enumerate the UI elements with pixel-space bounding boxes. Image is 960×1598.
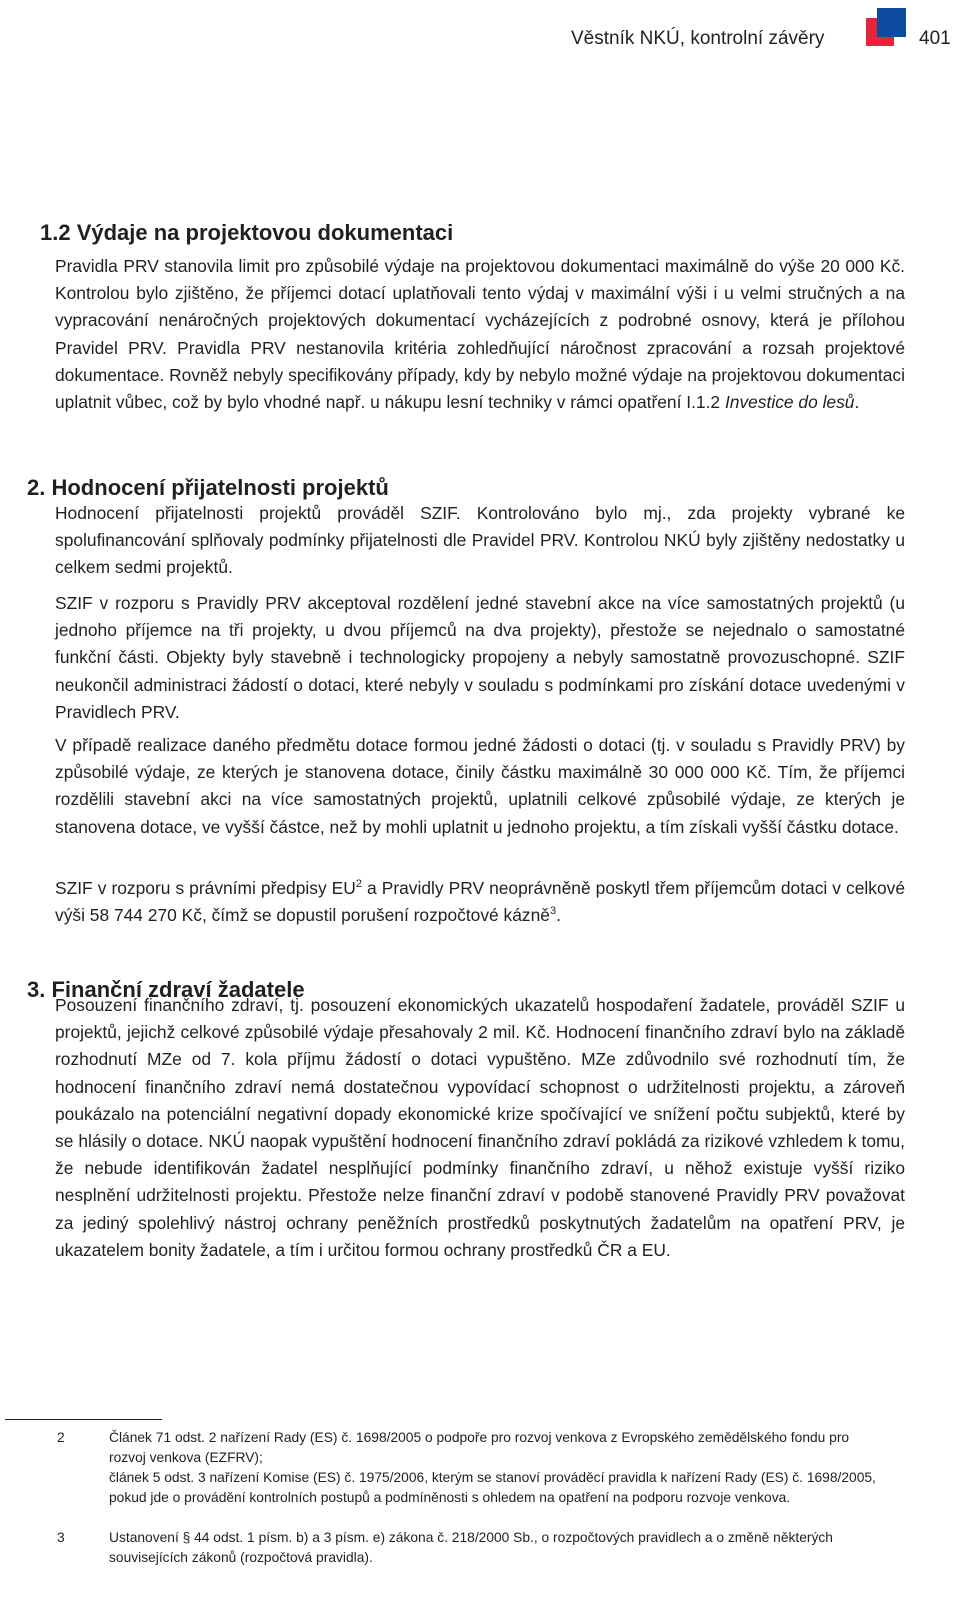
paragraph-text: SZIF v rozporu s právními předpisy EU — [55, 878, 356, 898]
running-header-title: Věstník NKÚ, kontrolní závěry — [571, 28, 825, 49]
section-2-paragraph-4 — [55, 875, 905, 929]
footnote-separator — [5, 1419, 162, 1420]
page-number: 401 — [919, 28, 951, 49]
paragraph-text: Pravidla PRV stanovila limit pro způsobilé výdaje na projektovou dokumentaci maximálně do výše 20 000 Kč. Kontrolou bylo zjištěno, že příjemci dotací uplatňovali tento výdaj v maximální výši i u velmi stručných a na vypracování nenáročných projektových dokumentací vycházejících z podrobné osnovy, která je přílohou Pravidel PRV. Pravidla PRV nestanovila kritéria zohledňující náročnost zpracování a rozsah projektové dokumentace. Rovněž nebyly specifikovány případy, kdy by nebylo možné výdaje na projektovou dokumentaci uplatnit vůbec, což by bylo vhodné např. u nákupu lesní techniky v rámci opatření I.1.2 — [55, 256, 905, 413]
measure-name: Investice do lesů — [724, 392, 855, 413]
section-number: 2. — [27, 475, 46, 500]
section-1-2-paragraph — [55, 253, 905, 416]
footnote-line: článek 5 odst. 3 nařízení Komise (ES) č. 1975/2006, kterým se stanoví prováděcí pravidla k nařízení Rady (ES) č. 1698/2005, pokud jde o provádění kontrolních postupů a podmíněnosti s ohledem na opatření na podporu rozvoje venkova. — [109, 1470, 876, 1505]
footnote-ref-2[interactable]: 2 — [355, 878, 362, 891]
footnote-number: 3 — [57, 1530, 65, 1545]
section-number: 3. — [27, 977, 46, 1002]
section-title: Hodnocení přijatelnosti projektů — [51, 475, 389, 500]
section-3-paragraph: Posouzení finančního zdraví, tj. posouzení ekonomických ukazatelů hospodaření žadatele, prováděl SZIF u projektů, jejichž celkové způsobilé výdaje přesahovaly 2 mil. Kč. Hodnocení finančního zdraví bylo na základě rozhodnutí MZe od 7. kola příjmu žádostí o dotaci vypuštěno. MZe zdůvodnilo své rozhodnutí tím, že hodnocení finančního zdraví nemá dostatečnou vypovídací schopnost o udržitelnosti projektu, a zároveň poukázalo na potenciální negativní dopady ekonomické krize spočívající ve snížení počtu subjektů, které by se hlásily o dotace. NKÚ naopak vypuštění hodnocení finančního zdraví pokládá za rizikové vzhledem k tomu, že nebude identifikován žadatel nesplňující podmínky finančního zdraví, u něhož existuje vyšší riziko nesplnění udržitelnosti projektu. Přestože nelze finanční zdraví v podobě stanovené Pravidly PRV považovat za jediný spolehlivý nástroj ochrany peněžních prostředků poskytnutých žadatelům na opatření PRV, je ukazatelem bonity žadatele, a tím i určitou formou ochrany prostředků ČR a EU. — [55, 995, 905, 1260]
section-2-paragraph-3: V případě realizace daného předmětu dotace formou jedné žádosti o dotaci (tj. v souladu s Pravidly PRV) by způsobilé výdaje, ze kterých je stanovena dotace, činily částku maximálně 30 000 000 Kč. Tím, že příjemci rozdělili stavební akci na více samostatných projektů, uplatnili celkové způsobilé výdaje, ze kterých je stanovena dotace, ve vyšší částce, než by mohli uplatnit u jednoho projektu, a tím získali vyšší částku dotace. — [55, 735, 905, 837]
section-1-2-heading: 1.2 Výdaje na projektovou dokumentaci — [40, 220, 454, 245]
footnote-line: Článek 71 odst. 2 nařízení Rady (ES) č. 1698/2005 o podpoře pro rozvoj venkova z Evropského zemědělského fondu pro rozvoj venkova (EZFRV); — [109, 1430, 850, 1465]
paragraph-end: . — [556, 905, 561, 926]
section-title: Finanční zdraví žadatele — [51, 977, 305, 1002]
footnote-line: Ustanovení § 44 odst. 1 písm. b) a 3 písm. e) zákona č. 218/2000 Sb., o rozpočtových pravidlech a o změně některých souvisejících zákonů (rozpočtová pravidla). — [109, 1530, 833, 1565]
footnote-ref-3[interactable]: 3 — [549, 905, 557, 918]
paragraph-text: a Pravidly PRV neoprávněně poskytl třem příjemcům dotaci v celkové výši 58 744 270 Kč, čímž se dopustil porušení rozpočtové kázně — [55, 878, 905, 926]
section-2-paragraph-2: SZIF v rozporu s Pravidly PRV akceptoval rozdělení jedné stavební akce na více samostatných projektů (u jednoho příjemce na tři projekty, u dvou příjemců na dva projekty), přestože se nejednalo o samostatné funkční části. Objekty byly stavebně i technologicky propojeny a nebyly samostatně provozuschopné. SZIF neukončil administraci žádostí o dotaci, které nebyly v souladu s podmínkami pro získání dotace uvedenými v Pravidlech PRV. — [55, 593, 905, 722]
footnote-number: 2 — [57, 1430, 65, 1445]
section-2-paragraph-1: Hodnocení přijatelnosti projektů prováděl SZIF. Kontrolováno bylo mj., zda projekty vybrané ke spolufinancování splňovaly podmínky přijatelnosti dle Pravidel PRV. Kontrolou NKÚ byly zjištěny nedostatky u celkem sedmi projektů. — [55, 503, 905, 578]
nku-logo-icon — [866, 8, 906, 48]
section-2-heading — [27, 475, 389, 501]
paragraph-end: . — [854, 392, 860, 413]
logo-blue-square — [877, 8, 906, 37]
footnote-text — [109, 1528, 884, 1568]
footnote-text — [109, 1428, 884, 1508]
